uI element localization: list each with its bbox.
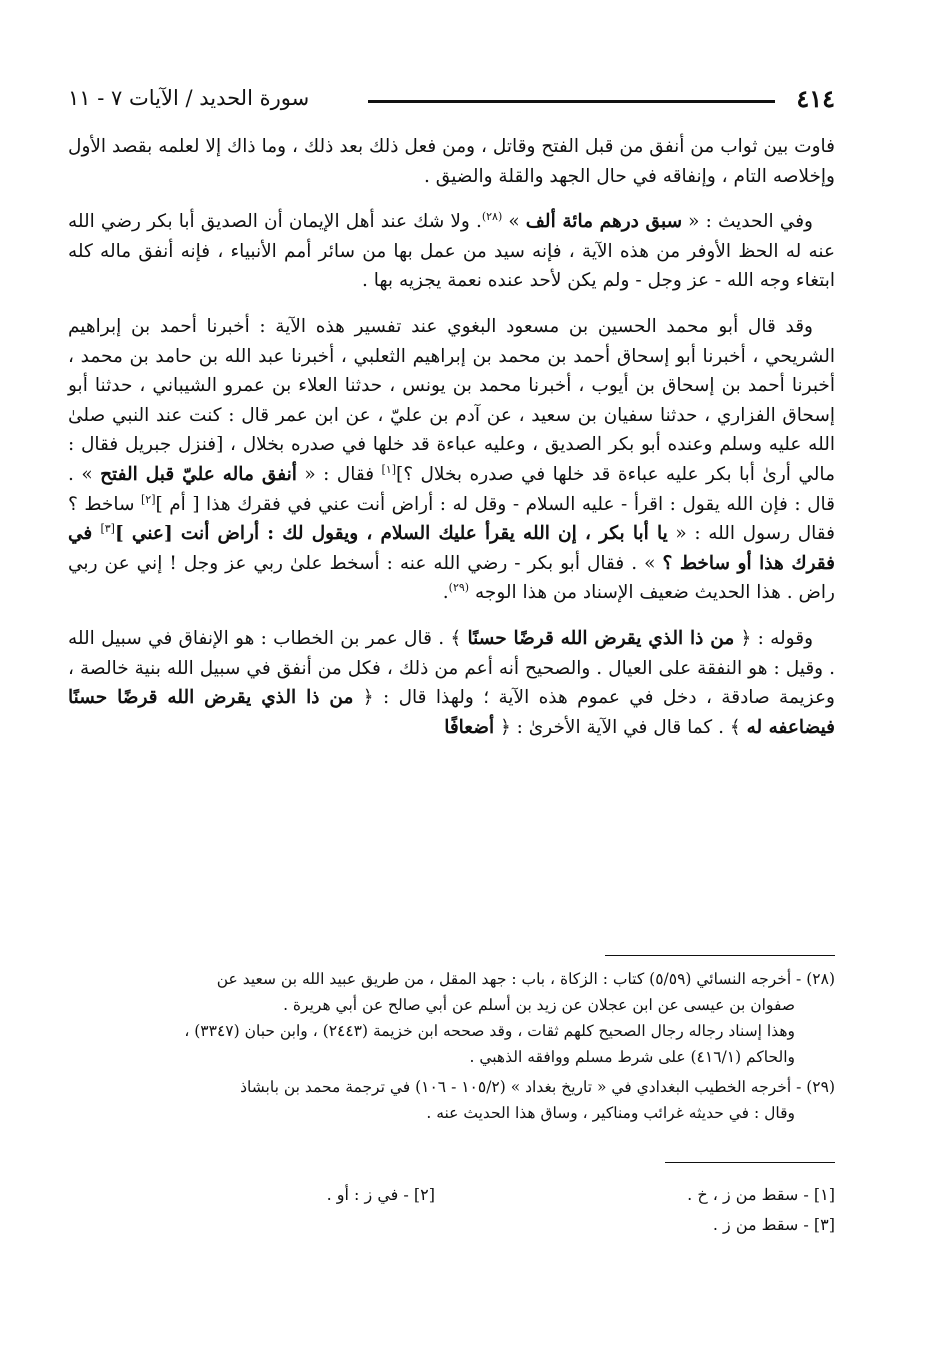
text-run: » . فقال أبو بكر - رضي الله عنه : أسخط علىٰ ربي عز وجل ! إني عن ربي راض . هذا الحديث ضعيف الإسناد من هذا الوجه — [68, 552, 835, 604]
variants-row — [68, 1180, 835, 1210]
footnote-line: (٢٩) - أخرجه الخطيب البغدادي في « تاريخ بغداد » (١٠٥/٢ - ١٠٦) في ترجمة محمد بن بابشاذ — [240, 1078, 835, 1096]
footnote-line: (٢٨) - أخرجه النسائي (٥/٥٩) كتاب : الزكاة ، باب : جهد المقل ، من طريق عبيد الله بن سعيد عن — [216, 970, 835, 988]
footnote-line: صفوان بن عيسى عن ابن عجلان عن زيد بن أسلم عن أبي صالح عن أبي هريرة . — [283, 996, 795, 1014]
text-run: وفي الحديث : « — [682, 211, 813, 233]
variant-note: [٣] - سقط من ز . — [712, 1215, 835, 1234]
emphasized-text: سبق درهم مائة ألف — [525, 211, 683, 233]
note-reference: [٢] — [140, 492, 156, 506]
variant-note: [١] - سقط من ز ، خ . — [687, 1185, 835, 1204]
page-header — [68, 84, 835, 118]
footnote-line: وهذا إسناد رجاله رجال الصحيح كلهم ثقات ، وقد صححه ابن خزيمة (٢٤٤٣) ، وابن حبان (٣٣٤٧) ، — [184, 1022, 795, 1040]
paragraph — [68, 132, 835, 191]
variants-row — [68, 1210, 835, 1240]
footnote-29 — [68, 1074, 835, 1126]
page-number: ٤١٤ — [796, 84, 835, 113]
text-run: ﴾ . قال عمر بن الخطاب : هو الإنفاق في سبيل الله . وقيل : هو النفقة على العيال . والصحيح أنه أعم من ذلك ، فكل من أنفق في سبيل الله بنية خالصة ، وعزيمة صادقة ، دخل في عموم هذه الآية ؛ ولهذا قال : ﴿ — [68, 627, 835, 709]
manuscript-variants — [68, 1180, 835, 1240]
footnote-line: والحاكم (٤١٦/١) على شرط مسلم ووافقه الذهبي . — [469, 1048, 795, 1066]
emphasized-text: في فقرك هذا أو ساخط ؟ — [68, 523, 835, 574]
paragraph — [68, 312, 835, 608]
emphasized-text: أضعافًا — [444, 716, 495, 738]
note-reference: [١] — [381, 462, 397, 476]
footnotes — [68, 966, 835, 1130]
footnote-28 — [68, 966, 835, 1070]
text-run: . ولا شك عند أهل الإيمان أن الصديق أبا بكر رضي الله عنه له الحظ الأوفر من هذه الآية ، فإنه سيد من عمل بها من سائر أمم الأنبياء ، فإنه أنفق ماله كله ابتغاء وجه الله - عز وجل - ولم يكن لأحد عنده نعمة يجزيه بها . — [68, 211, 835, 292]
note-reference: (٢٨) — [481, 210, 503, 224]
text-run: ﴾ . كما قال في الآية الأخرىٰ : ﴿ — [494, 716, 747, 738]
text-run: وقوله : ﴿ — [734, 627, 813, 649]
emphasized-text: من ذا الذي يقرض الله قرضًا حسنًا فيضاعفه له — [68, 687, 835, 738]
text-run: . — [442, 582, 449, 604]
text-run: ساخط ؟ فقال رسول الله : « — [68, 493, 835, 545]
text-run: » . قال : فإن الله يقول : اقرأ - عليه السلام - وقل له : أراض أنت عني في فقرك هذا [ أم ] — [68, 463, 835, 515]
note-reference: (٢٩) — [448, 581, 470, 595]
running-title: سورة الحديد / الآيات ٧ - ١١ — [68, 86, 310, 110]
variant-note: [٢] - في ز : أو . — [326, 1185, 435, 1204]
variants-separator — [665, 1162, 835, 1163]
page — [68, 0, 835, 1351]
paragraph — [68, 624, 835, 742]
main-text — [68, 132, 835, 758]
footnote-line: وقال : في حديثه غرائب ومناكير ، وساق هذا الحديث عنه . — [426, 1104, 795, 1122]
paragraph — [68, 207, 835, 296]
header-rule — [368, 100, 775, 103]
footnote-separator — [605, 955, 835, 956]
text-run: فقال : « — [296, 463, 382, 485]
emphasized-text: من ذا الذي يقرض الله قرضًا حسنًا — [467, 627, 735, 649]
text-run: » — [502, 211, 526, 233]
text-run: وقد قال أبو محمد الحسين بن مسعود البغوي عند تفسير هذه الآية : أخبرنا أحمد بن إبراهيم الشريحي ، أخبرنا أبو إسحاق أحمد بن محمد بن إبراهيم الثعلبي ، أخبرنا عبد الله بن حامد بن محمد ، أخبرنا أحمد بن إسحاق بن أيوب ، أخبرنا محمد بن يونس ، حدثنا العلاء بن عمرو الشيباني ، حدثنا أبو إسحاق الفزاري ، حدثنا سفيان بن سعيد ، عن آدم بن عليّ ، عن ابن عمر قال : كنت عند النبي صلىٰ الله عليه وسلم وعنده أبو بكر الصديق ، وعليه عباءة قد خلها في صدره بخلال ، [فنزل جبريل فقال : مالي أرىٰ أبا بكر عليه عباءة قد خلها في صدره بخلال ؟] — [68, 315, 835, 485]
note-reference: [٣] — [100, 521, 115, 535]
emphasized-text: أنفق ماله عليّ قبل الفتح — [100, 463, 297, 485]
emphasized-text: يا أبا بكر ، إن الله يقرأ عليك السلام ، ويقول لك : أراض أنت [عني ] — [114, 523, 668, 545]
text-run: فاوت بين ثواب من أنفق من قبل الفتح وقاتل ، ومن فعل ذلك بعد ذلك ، وما ذاك إلا لعلمه بقصد الأول وإخلاصه التام ، وإنفاقه في حال الجهد والقلة والضيق . — [68, 136, 835, 187]
